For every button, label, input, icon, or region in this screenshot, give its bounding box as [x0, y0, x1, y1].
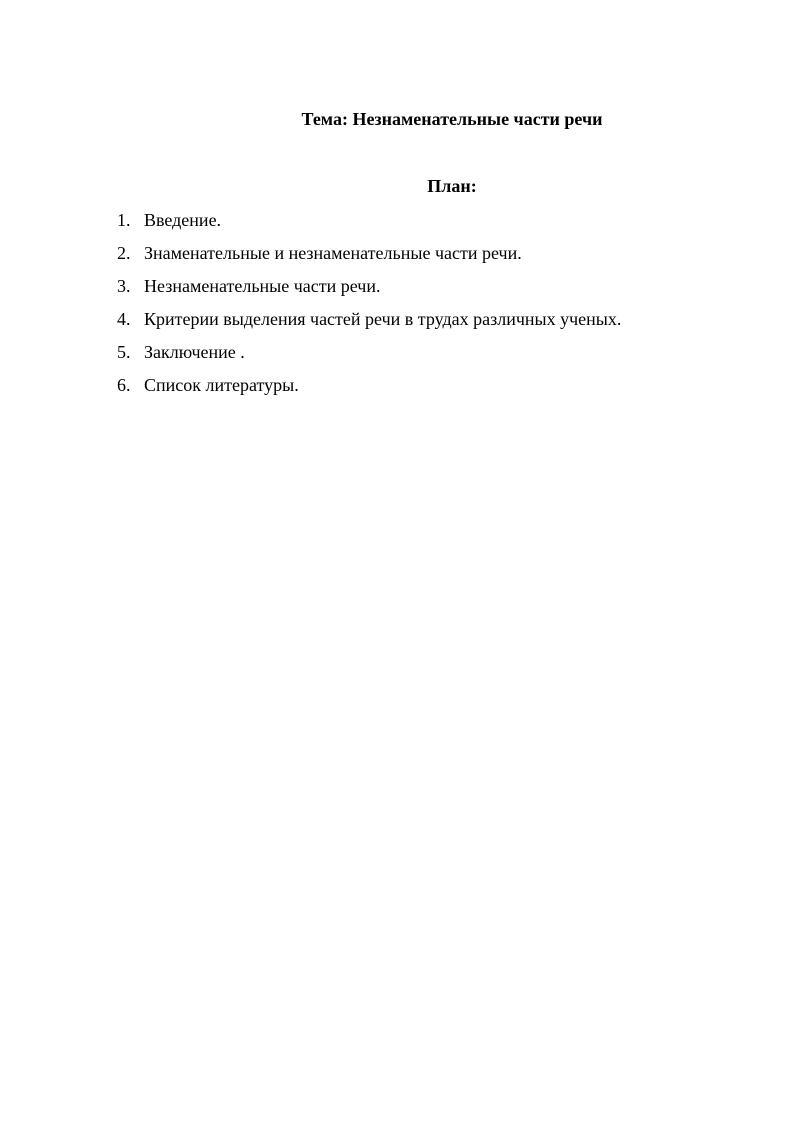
- list-item: [117, 237, 621, 270]
- plan-list: [117, 204, 621, 402]
- list-item: [117, 336, 621, 369]
- list-item-number: 3.: [117, 276, 131, 296]
- list-item-number: 6.: [117, 375, 131, 395]
- list-item-text: Заключение .: [144, 342, 245, 362]
- list-item-text: Незнаменательные части речи.: [144, 276, 381, 296]
- list-item-text: Критерии выделения частей речи в трудах различных ученых.: [144, 309, 622, 329]
- list-item-text: Введение.: [144, 210, 222, 230]
- list-item-text: Список литературы.: [144, 375, 299, 395]
- list-item: [117, 204, 621, 237]
- document-topic: Тема: Незнаменательные части речи: [301, 109, 603, 129]
- list-item: [117, 303, 621, 336]
- plan-heading: План:: [427, 176, 477, 196]
- list-item-number: 4.: [117, 309, 131, 329]
- list-item-number: 1.: [117, 210, 131, 230]
- list-item-number: 5.: [117, 342, 131, 362]
- list-item: [117, 369, 621, 402]
- list-item: [117, 270, 621, 303]
- list-item-text: Знаменательные и незнаменательные части речи.: [144, 243, 522, 263]
- list-item-number: 2.: [117, 243, 131, 263]
